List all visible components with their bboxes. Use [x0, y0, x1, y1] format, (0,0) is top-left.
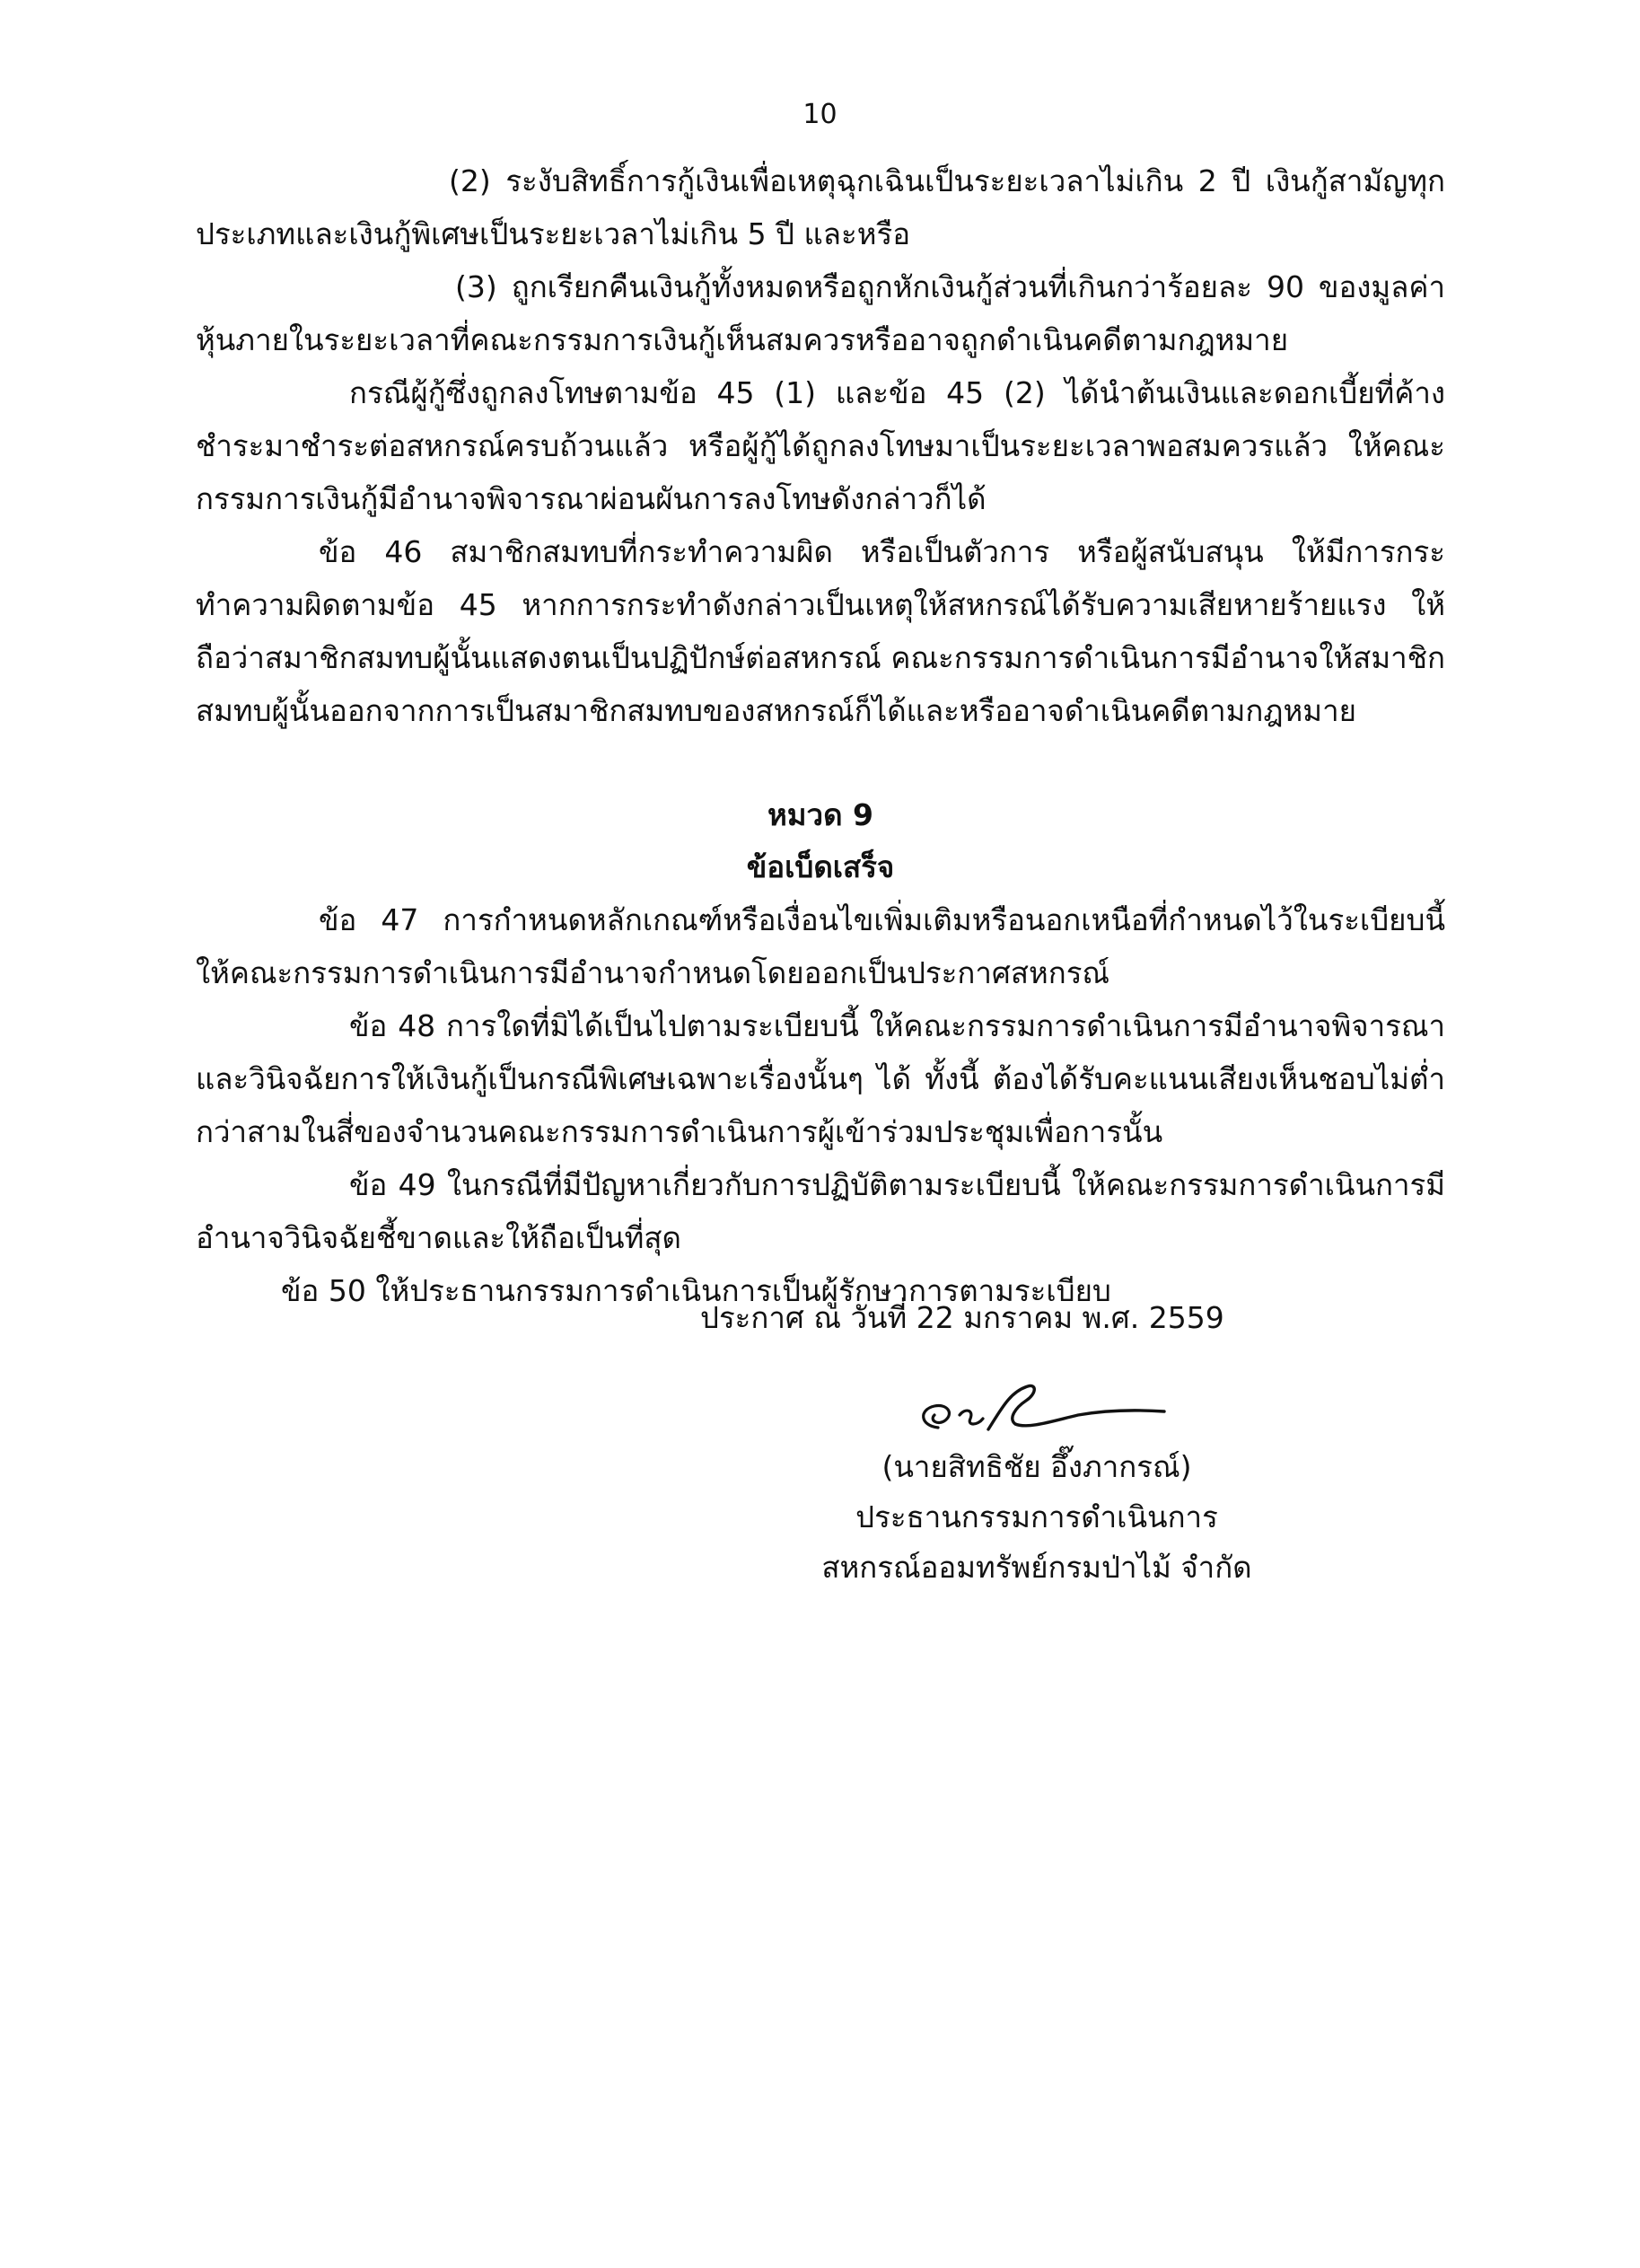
paragraph-article-49: ข้อ 49 ในกรณีที่มีปัญหาเกี่ยวกับการปฏิบัติตามระเบียบนี้ ให้คณะกรรมการดำเนินการมีอำนาจวินิจฉัยชี้ขาดและให้ถือเป็นที่สุด: [196, 1167, 1445, 1255]
paragraph-article-46: ข้อ 46 สมาชิกสมทบที่กระทำความผิด หรือเป็นตัวการ หรือผู้สนับสนุน ให้มีการกระทำความผิดตามข้อ 45 หากการกระทำดังกล่าวเป็นเหตุให้สหกรณ์ได้รับความเสียหายร้ายแรง ให้ถือว่าสมาชิกสมทบผู้นั้นแสดงตนเป็นปฏิปักษ์ต่อสหกรณ์ คณะกรรมการดำเนินการมีอำนาจให้สมาชิกสมทบผู้นั้นออกจากการเป็นสมาชิกสมทบของสหกรณ์ก็ได้และหรืออาจดำเนินคดีตามกฎหมาย: [196, 534, 1445, 728]
organization-name: สหกรณ์ออมทรัพย์กรมป่าไม้ จำกัด: [821, 1550, 1252, 1585]
paragraph-article-50: ข้อ 50 ให้ประธานกรรมการดำเนินการเป็นผู้รักษาการตามระเบียบ: [281, 1273, 1111, 1308]
chapter-number: หมวด 9: [767, 797, 873, 832]
announcement-date: ประกาศ ณ วันที่ 22 มกราคม พ.ศ. 2559: [700, 1300, 1224, 1335]
signatory-position: ประธานกรรมการดำเนินการ: [855, 1499, 1218, 1534]
signature-block: [700, 1293, 1252, 1593]
paragraph-leniency: กรณีผู้กู้ซึ่งถูกลงโทษตามข้อ 45 (1) และข้อ 45 (2) ได้นำต้นเงินและดอกเบี้ยที่ค้างชำระมาชำระต่อสหกรณ์ครบถ้วนแล้ว หรือผู้กู้ได้ถูกลงโทษมาเป็นระยะเวลาพอสมควรแล้ว ให้คณะกรรมการเงินกู้มีอำนาจพิจารณาผ่อนผันการลงโทษดังกล่าวก็ได้: [196, 375, 1445, 516]
signatory-name: (นายสิทธิชัย อึ๊งภากรณ์): [881, 1449, 1192, 1484]
document-body: [196, 154, 1445, 1317]
chapter-heading: [196, 789, 1445, 893]
paragraph-clause-3: (3) ถูกเรียกคืนเงินกู้ทั้งหมดหรือถูกหักเงินกู้ส่วนที่เกินกว่าร้อยละ 90 ของมูลค่าหุ้นภายในระยะเวลาที่คณะกรรมการเงินกู้เห็นสมควรหรืออาจถูกดำเนินคดีตามกฎหมาย: [196, 269, 1445, 357]
paragraph-article-47: ข้อ 47 การกำหนดหลักเกณฑ์หรือเงื่อนไขเพิ่มเติมหรือนอกเหนือที่กำหนดไว้ในระเบียบนี้ให้คณะกรรมการดำเนินการมีอำนาจกำหนดโดยออกเป็นประกาศสหกรณ์: [196, 902, 1445, 990]
paragraph-article-48: ข้อ 48 การใดที่มิได้เป็นไปตามระเบียบนี้ ให้คณะกรรมการดำเนินการมีอำนาจพิจารณาและวินิจฉัยการให้เงินกู้เป็นกรณีพิเศษเฉพาะเรื่องนั้นๆ ได้ ทั้งนี้ ต้องได้รับคะแนนเสียงเห็นชอบไม่ต่ำกว่าสามในสี่ของจำนวนคณะกรรมการดำเนินการผู้เข้าร่วมประชุมเพื่อการนั้น: [196, 1008, 1445, 1149]
page-number: 10: [802, 99, 838, 130]
handwritten-signature: [902, 1374, 1171, 1442]
chapter-title: ข้อเบ็ดเสร็จ: [746, 849, 895, 884]
paragraph-clause-2: (2) ระงับสิทธิ์การกู้เงินเพื่อเหตุฉุกเฉินเป็นระยะเวลาไม่เกิน 2 ปี เงินกู้สามัญทุกประเภทและเงินกู้พิเศษเป็นระยะเวลาไม่เกิน 5 ปี และหรือ: [196, 163, 1445, 251]
